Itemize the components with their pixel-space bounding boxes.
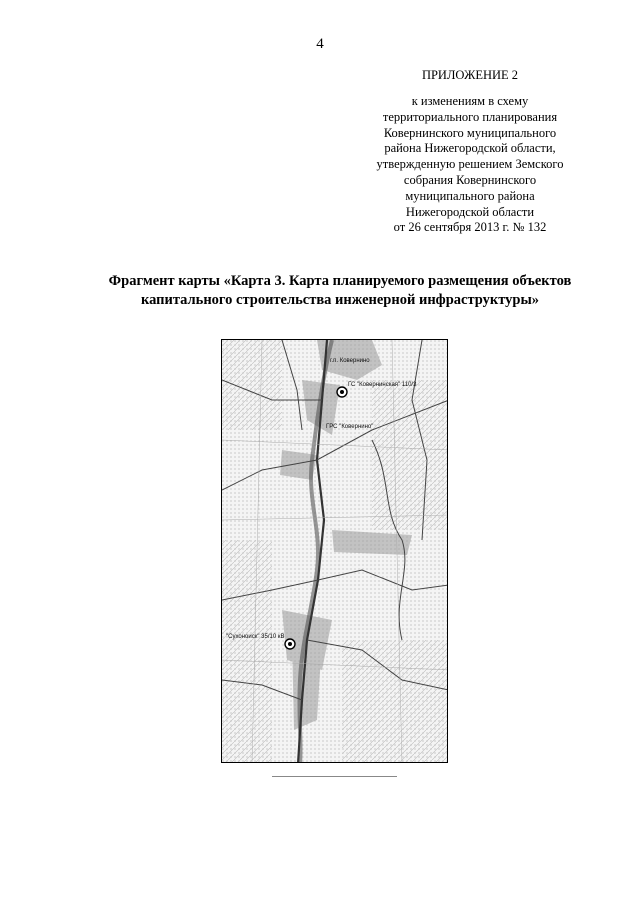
substation-marker-dot (340, 390, 344, 394)
appendix-line: от 26 сентября 2013 г. № 132 (393, 220, 547, 235)
hatched-area (222, 340, 282, 430)
map-heading (60, 272, 620, 310)
appendix-line: муниципального района (405, 188, 535, 203)
appendix-lines (350, 94, 590, 236)
appendix-line: Нижегородской области (405, 204, 535, 219)
appendix-line: собрания Ковернинского (403, 172, 537, 187)
map-heading-line-2: капитального строительства инженерной инфраструктуры» (140, 292, 540, 308)
appendix-line: к изменениям в схему (411, 94, 529, 108)
page-number: 4 (316, 36, 324, 52)
map-label-gs: ГС "Ковернинская" 110/3 (348, 382, 417, 388)
map-label-town: г.п. Ковернино (330, 358, 370, 364)
substation-marker-dot (288, 642, 292, 646)
hatched-area (342, 640, 448, 763)
hatched-area (372, 380, 448, 530)
separator-line (272, 776, 397, 777)
hatched-area (222, 540, 272, 763)
appendix-title: ПРИЛОЖЕНИЕ 2 (421, 68, 519, 82)
map-label-substation: "Сухоноиск" 35/10 кВ (226, 634, 285, 640)
map-label-grs: ГРС "Ковернино" (326, 424, 374, 430)
map-heading-line-1: Фрагмент карты «Карта 3. Карта планируемого размещения объектов (108, 273, 572, 289)
appendix-line: территориального планирования (382, 109, 558, 124)
appendix-line: Ковернинского муниципального (383, 125, 557, 140)
appendix-line: района Нижегородской области, (384, 141, 556, 156)
map-fragment (221, 339, 448, 763)
appendix-line: утвержденную решением Земского (376, 157, 564, 172)
map-drawing (222, 340, 448, 763)
